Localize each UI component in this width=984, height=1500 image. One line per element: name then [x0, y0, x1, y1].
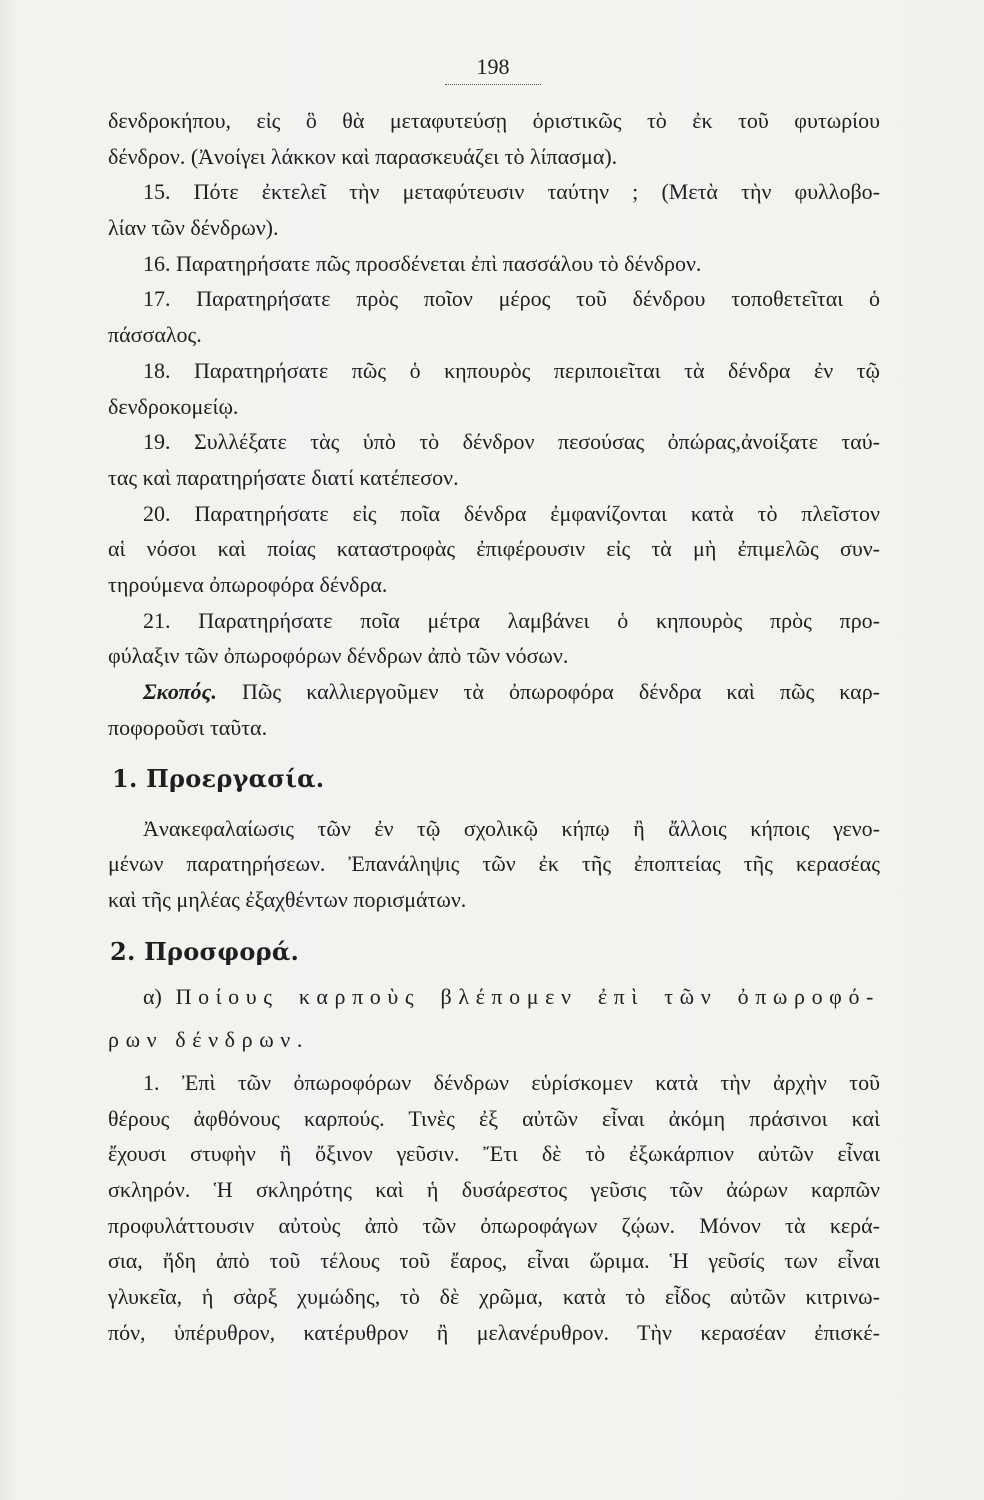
subheading-line: ρων δένδρων.	[108, 1027, 309, 1053]
numbered-item-21: 21. Παρατηρήσατε ποῖα μέτρα λαμβάνει ὁ κηπουρὸς πρὸς προ-	[143, 607, 880, 633]
text-line: φύλαξιν τῶν ὀπωροφόρων δένδρων ἀπὸ τῶν νόσων.	[108, 643, 569, 669]
numbered-item-18: 18. Παρατηρήσατε πῶς ὁ κηπουρὸς περιποιεῖται τὰ δένδρα ἐν τῷ	[143, 357, 880, 383]
aim-line	[108, 674, 880, 710]
text-line: Ἀνακεφαλαίωσις τῶν ἐν τῷ σχολικῷ κήπῳ ἢ ἄλλοις κήποις γενο-	[143, 815, 880, 841]
text-line: ποφοροῦσι ταῦτα.	[108, 714, 268, 740]
text-line: μένων παρατηρήσεων. Ἐπανάληψις τῶν ἐκ τῆς ἐποπτείας τῆς κερασέας	[108, 851, 880, 877]
numbered-item-17: 17. Παρατηρήσατε πρὸς ποῖον μέρος τοῦ δένδρου τοποθετεῖται ὁ	[143, 286, 880, 312]
numbered-item-19: 19. Συλλέξατε τὰς ὑπὸ τὸ δένδρον πεσούσας ὀπώρας,ἀνοίξατε ταύ-	[143, 429, 880, 455]
text-line: προφυλάττουσιν αὐτοὺς ἀπὸ τῶν ὀπωροφάγων ζῴων. Μόνον τὰ κερά-	[108, 1212, 880, 1238]
subheading-label: α)	[143, 984, 162, 1010]
text-line: πάσσαλος.	[108, 322, 202, 348]
text-line: θέρους ἀφθόνους καρπούς. Τινὲς ἐξ αὐτῶν εἶναι ἀκόμη πράσινοι καὶ	[108, 1105, 880, 1131]
page-body	[108, 103, 880, 1350]
aim-label: Σκοπός.	[143, 679, 217, 704]
text-line: ἔχουσι στυφὴν ἢ ὄξινον γεῦσιν. Ἔτι δὲ τὸ ἐξωκάρπιον αὐτῶν εἶναι	[108, 1141, 880, 1167]
text-line: σκληρόν. Ἡ σκληρότης καὶ ἡ δυσάρεστος γεῦσις τῶν ἀώρων καρπῶν	[108, 1176, 880, 1202]
aim-text: Πῶς καλλιεργοῦμεν τὰ ὀπωροφόρα δένδρα καὶ πῶς καρ-	[242, 679, 881, 704]
page-number: 198	[445, 54, 541, 85]
text-line: γλυκεῖα, ἡ σὰρξ χυμώδης, τὸ δὲ χρῶμα, κατὰ τὸ εἶδος αὐτῶν κιτρινω-	[108, 1283, 880, 1309]
numbered-item-16: 16. Παρατηρήσατε πῶς προσδένεται ἐπὶ πασσάλου τὸ δένδρον.	[143, 250, 702, 276]
text-line: δένδρον. (Ἀνοίγει λάκκον καὶ παρασκευάζει τὸ λίπασμα).	[108, 143, 618, 169]
text-line: λίαν τῶν δένδρων).	[108, 215, 279, 241]
text-line: αἱ νόσοι καὶ ποίας καταστροφὰς ἐπιφέρουσιν εἰς τὰ μὴ ἐπιμελῶς συν-	[108, 536, 880, 562]
text-line: δενδροκήπου, εἰς ὃ θὰ μεταφυτεύσῃ ὁριστικῶς τὸ ἐκ τοῦ φυτωρίου	[108, 108, 880, 133]
text-line: σια, ἤδη ἀπὸ τοῦ τέλους τοῦ ἔαρος, εἶναι ὥριμα. Ἡ γεῦσίς των εἶναι	[108, 1248, 880, 1274]
text-line: τας καὶ παρατηρήσατε διατί κατέπεσον.	[108, 464, 459, 490]
numbered-item-20: 20. Παρατηρήσατε εἰς ποῖα δένδρα ἐμφανίζονται κατὰ τὸ πλεῖστον	[143, 500, 880, 526]
subheading-line	[108, 975, 880, 1018]
text-line: τηρούμενα ὀπωροφόρα δένδρα.	[108, 571, 388, 597]
text-line: 1. Ἐπὶ τῶν ὀπωροφόρων δένδρων εὑρίσκομεν κατὰ τὴν ἀρχὴν τοῦ	[143, 1069, 880, 1095]
text-line: πόν, ὑπέρυθρον, κατέρυθρον ἢ μελανέρυθρον. Τὴν κερασέαν ἐπισκέ-	[108, 1319, 880, 1345]
subheading-text: Ποίους καρποὺς βλέπομεν ἐπὶ τῶν ὀπωροφό-	[175, 984, 880, 1010]
section-heading-offering: 2. Προσφορά.	[110, 936, 300, 966]
numbered-item-15: 15. Πότε ἐκτελεῖ τὴν μεταφύτευσιν ταύτην ; (Μετὰ τὴν φυλλοβο-	[143, 179, 880, 205]
text-line: δενδροκομείῳ.	[108, 393, 239, 419]
text-line: καὶ τῆς μηλέας ἐξαχθέντων πορισμάτων.	[108, 887, 467, 913]
section-heading-preparation: 1. Προεργασία.	[112, 764, 325, 794]
